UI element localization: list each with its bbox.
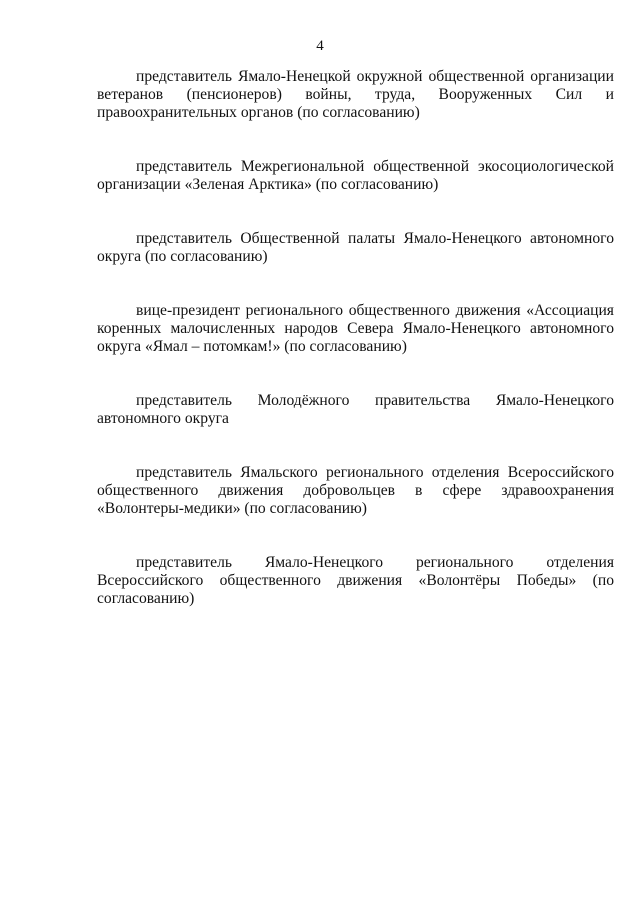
page-number: 4: [316, 38, 324, 54]
list-item: представитель Ямальского регионального отделения Всероссийского общественного движения добровольцев в сфере здравоохранения «Волонтеры-медики» (по согласованию): [97, 464, 614, 517]
list-item: представитель Ямало-Ненецкого регионального отделения Всероссийского общественного движения «Волонтёры Победы» (по согласованию): [97, 554, 614, 607]
list-item: представитель Молодёжного правительства Ямало-Ненецкого автономного округа: [97, 392, 614, 427]
member-list: [97, 68, 614, 644]
list-item: представитель Общественной палаты Ямало-Ненецкого автономного округа (по согласованию): [97, 230, 614, 265]
list-item: представитель Межрегиональной общественной экосоциологической организации «Зеленая Арктика» (по согласованию): [97, 158, 614, 193]
list-item: представитель Ямало-Ненецкой окружной общественной организации ветеранов (пенсионеров) войны, труда, Вооруженных Сил и правоохранительных органов (по согласованию): [97, 68, 614, 121]
list-item: вице-президент регионального общественного движения «Ассоциация коренных малочисленных народов Севера Ямало-Ненецкого автономного округа «Ямал – потомкам!» (по согласованию): [97, 302, 614, 355]
